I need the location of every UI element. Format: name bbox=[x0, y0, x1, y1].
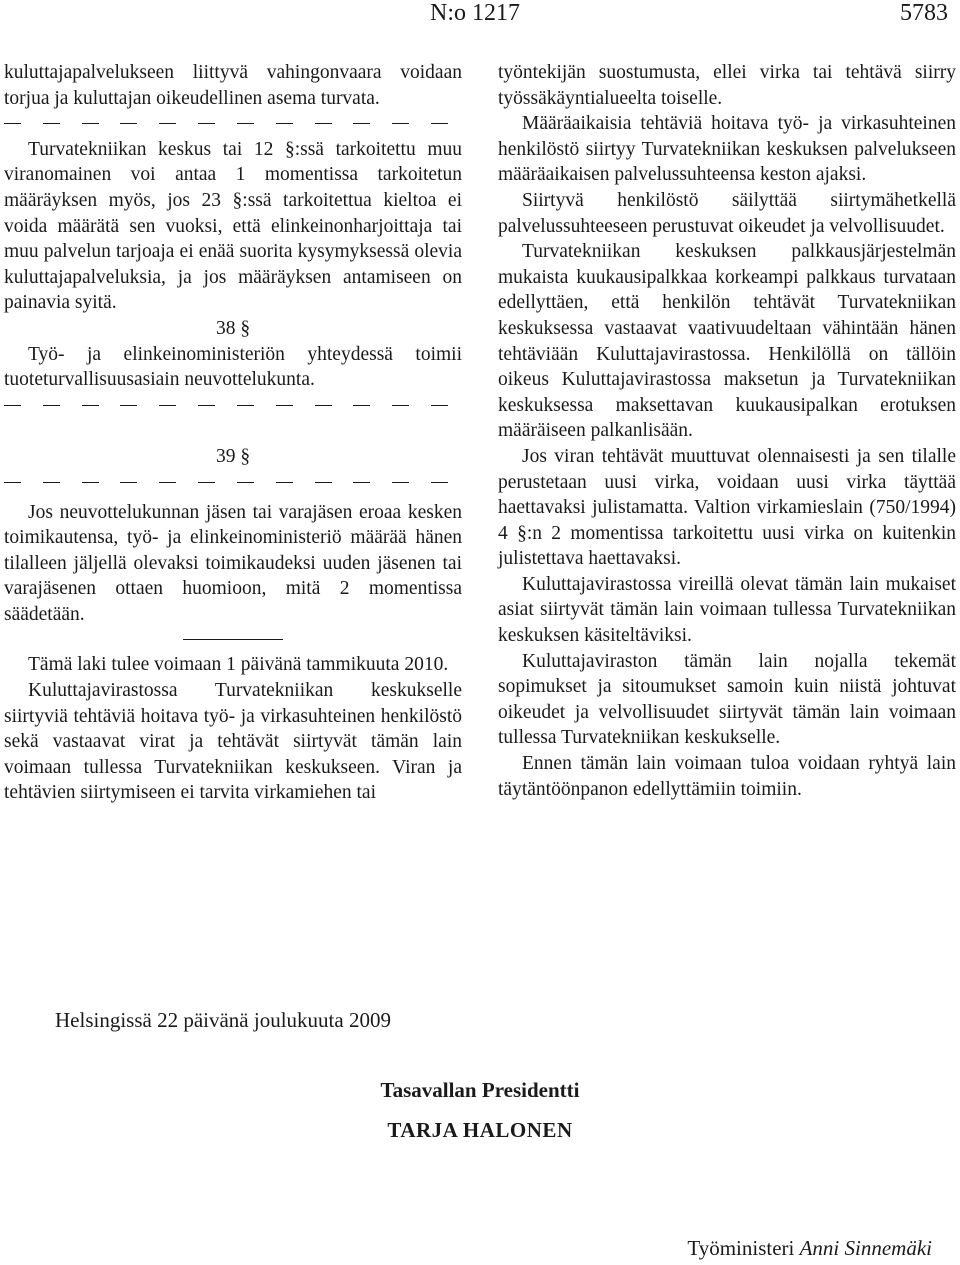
entry-into-force: Tämä laki tulee voimaan 1 päivänä tammikuuta 2010. bbox=[28, 654, 449, 676]
paragraph: Siirtyvä henkilöstö säilyttää siirtymähetkellä palvelussuhteeseen perustuvat oikeudet ja velvollisuudet. bbox=[498, 189, 956, 237]
section-heading-39: 39 § bbox=[215, 446, 251, 468]
paragraph: Kuluttajaviraston tämän lain nojalla tekemät sopimukset ja sitoumukset samoin kuin niistä johtuvat oikeudet ja velvollisuudet siirtyvät tämän lain voimaan tullessa Turvatekniikan keskukselle. bbox=[498, 650, 956, 749]
section-39-text: Jos neuvottelukunnan jäsen tai varajäsen eroaa kesken toimikautensa, työ- ja elinkeinoministeriö määrää hänen tilalleen jäljellä olevaksi toimikaudeksi uuden jäsenen tai varajäsenen ottaen huomioon, mitä 2 momentissa säädetään. bbox=[4, 501, 462, 625]
paragraph: Määräaikaisia tehtäviä hoitava työ- ja virkasuhteinen henkilöstö siirtyy Turvatekniikan keskuksen palvelukseen määräaikaisen palvelussuhteensa keston ajaksi. bbox=[498, 113, 956, 186]
page-number: 5783 bbox=[900, 0, 948, 26]
omission-dashes bbox=[4, 393, 462, 419]
minister-title: Työministeri bbox=[687, 1236, 795, 1260]
place-and-date: Helsingissä 22 päivänä joulukuuta 2009 bbox=[55, 1008, 391, 1032]
section-38-text: Työ- ja elinkeinoministeriön yhteydessä toimii tuoteturvallisuusasiain neuvottelukunta. bbox=[4, 343, 462, 391]
left-column bbox=[4, 60, 462, 806]
paragraph: Jos viran tehtävät muuttuvat olennaisesti ja sen tilalle perustetaan uusi virka, voidaan uusi virka täyttää haettavaksi julistamatta. Valtion virkamieslain (750/1994) 4 §:n 2 momentissa tarkoitettu uusi virka on kuitenkin julistettava haettavaksi. bbox=[498, 445, 956, 570]
president-name: TARJA HALONEN bbox=[387, 1118, 573, 1142]
omission-dashes bbox=[4, 470, 462, 496]
paragraph: Kuluttajavirastossa vireillä olevat tämän lain mukaiset asiat siirtyvät tämän lain voimaan tullessa Turvatekniikan keskuksen käsiteltäviksi. bbox=[498, 573, 956, 647]
divider bbox=[183, 639, 283, 640]
page-header bbox=[0, 0, 960, 30]
minister-name: Anni Sinnemäki bbox=[799, 1236, 932, 1260]
paragraph: Turvatekniikan keskuksen palkkausjärjestelmän mukaista kuukausipalkkaa korkeampi palkkaus turvataan edellyttäen, että henkilön tehtävät Turvatekniikan keskuksessa vastaavat vaativuudeltaan vähintään hänen tehtäviään Kuluttajavirastossa. Henkilöllä on tällöin oikeus Kuluttajavirastossa maksetun ja Turvatekniikan keskuksessa maksettavan kuukausipalkan erotuksen määräiseen palkanlisään. bbox=[498, 241, 956, 442]
omission-dashes bbox=[4, 111, 462, 137]
paragraph: työntekijän suostumusta, ellei virka tai tehtävä siirry työssäkäyntialueelta toiselle. bbox=[498, 62, 956, 109]
section-heading-38: 38 § bbox=[215, 317, 251, 339]
paragraph: Ennen tämän lain voimaan tuloa voidaan ryhtyä lain täytäntöönpanon edellyttämiin toimiin. bbox=[498, 753, 956, 800]
minister-signature bbox=[687, 1236, 932, 1261]
paragraph: Kuluttajavirastossa Turvatekniikan keskukselle siirtyviä tehtäviä hoitava työ- ja virkasuhteinen henkilöstö sekä vastaavat virat ja tehtävät siirtyvät tämän lain voimaan tullessa Turvatekniikan keskukseen. Viran ja tehtävien siirtymiseen ei tarvita virkamiehen tai bbox=[4, 680, 462, 804]
paragraph: Turvatekniikan keskus tai 12 §:ssä tarkoitettu muu viranomainen voi antaa 1 momentissa tarkoitetun määräyksen myös, jos 23 §:ssä tarkoitettua kieltoa ei voida määrätä sen vuoksi, että elinkeinonharjoittaja tai muu palvelun tarjoaja ei enää suorita kysymyksessä olevia kuluttajapalveluksia, ja jos määräyksen antamiseen on painavia syitä. bbox=[4, 138, 462, 314]
president-title: Tasavallan Presidentti bbox=[380, 1078, 580, 1102]
paragraph: kuluttajapalvelukseen liittyvä vahingonvaara voidaan torjua ja kuluttajan oikeudellinen asema turvata. bbox=[4, 62, 462, 109]
statute-number: N:o 1217 bbox=[430, 0, 520, 26]
right-column bbox=[498, 60, 956, 802]
